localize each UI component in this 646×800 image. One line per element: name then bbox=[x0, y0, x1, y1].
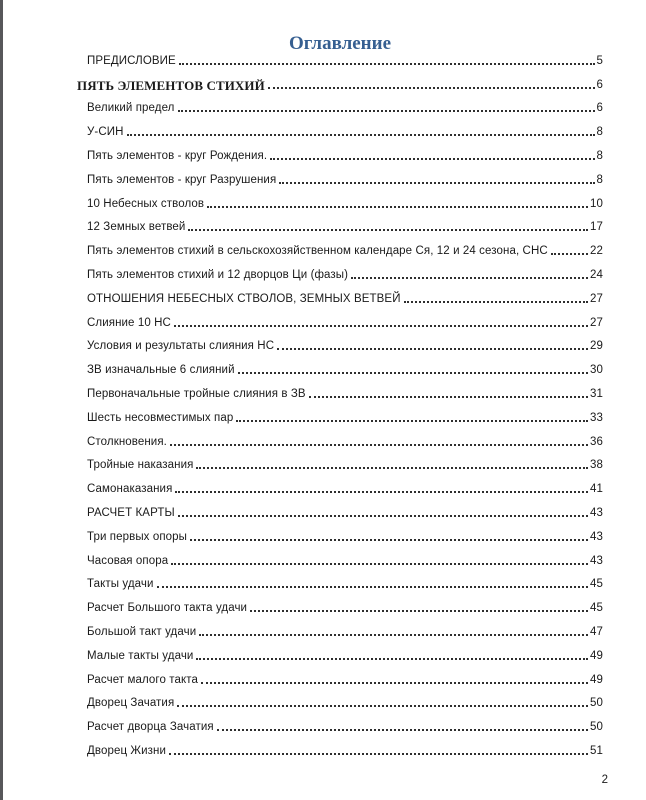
toc-entry-page-number: 5 bbox=[596, 54, 603, 67]
toc-entry-label: РАСЧЕТ КАРТЫ bbox=[87, 506, 175, 519]
toc-entry-label: Шесть несовместимых пар bbox=[87, 411, 234, 424]
toc-entry-label: Первоначальные тройные слияния в ЗВ bbox=[87, 387, 306, 400]
toc-entry-page-number: 43 bbox=[590, 506, 603, 519]
toc-entry-page-number: 51 bbox=[590, 744, 603, 757]
toc-entry-label: 10 Небесных стволов bbox=[87, 197, 205, 210]
toc-entry-label: Великий предел bbox=[87, 102, 175, 115]
toc-entry-page-number: 45 bbox=[590, 578, 603, 591]
toc-entry-label: Слияние 10 НС bbox=[87, 316, 171, 329]
toc-entry-label: Дворец Зачатия bbox=[87, 697, 175, 710]
toc-entry-label: Пять элементов стихий и 12 дворцов Ци (фазы) bbox=[87, 268, 349, 281]
toc-entry-page-number: 50 bbox=[590, 721, 603, 734]
page-number: 2 bbox=[601, 774, 608, 786]
dot-leader bbox=[190, 539, 588, 541]
toc-entry[interactable] bbox=[77, 381, 603, 405]
toc-entry[interactable] bbox=[77, 714, 603, 738]
dot-leader bbox=[188, 229, 588, 231]
dot-leader bbox=[250, 610, 588, 612]
toc-entry-page-number: 27 bbox=[590, 292, 603, 305]
dot-leader bbox=[309, 396, 588, 398]
dot-leader bbox=[169, 753, 588, 755]
dot-leader bbox=[178, 110, 595, 112]
toc-entry-page-number: 27 bbox=[590, 316, 603, 329]
toc-entry[interactable] bbox=[77, 524, 603, 548]
dot-leader bbox=[178, 515, 588, 517]
dot-leader bbox=[238, 372, 588, 374]
toc-entry-label: ПЯТЬ ЭЛЕМЕНТОВ СТИХИЙ bbox=[77, 77, 265, 93]
toc-entry[interactable] bbox=[77, 286, 603, 310]
toc-entry[interactable] bbox=[77, 476, 603, 500]
toc-entry-page-number: 8 bbox=[596, 149, 603, 162]
toc-entry-label: ПРЕДИСЛОВИЕ bbox=[87, 54, 176, 67]
toc-entry-page-number: 50 bbox=[590, 697, 603, 710]
dot-leader bbox=[236, 420, 588, 422]
toc-list bbox=[77, 48, 603, 762]
toc-entry-page-number: 47 bbox=[590, 625, 603, 638]
toc-entry-label: ЗВ изначальные 6 слияний bbox=[87, 364, 235, 377]
toc-entry[interactable] bbox=[77, 619, 603, 643]
toc-entry-page-number: 10 bbox=[590, 197, 603, 210]
dot-leader bbox=[277, 348, 588, 350]
toc-entry-label: Дворец Жизни bbox=[87, 744, 167, 757]
toc-entry-page-number: 8 bbox=[596, 173, 603, 186]
toc-entry[interactable] bbox=[77, 405, 603, 429]
toc-entry-page-number: 33 bbox=[590, 411, 603, 424]
toc-entry-label: Пять элементов - круг Разрушения bbox=[87, 173, 277, 186]
toc-entry-page-number: 36 bbox=[590, 435, 603, 448]
dot-leader bbox=[175, 491, 588, 493]
toc-entry-label: Часовая опора bbox=[87, 554, 169, 567]
dot-leader bbox=[268, 87, 595, 89]
toc-entry-page-number: 17 bbox=[590, 221, 603, 234]
dot-leader bbox=[199, 634, 588, 636]
dot-leader bbox=[170, 444, 588, 446]
dot-leader bbox=[404, 301, 588, 303]
dot-leader bbox=[270, 158, 594, 160]
toc-entry[interactable] bbox=[77, 667, 603, 691]
toc-entry-page-number: 38 bbox=[590, 459, 603, 472]
toc-entry-page-number: 6 bbox=[596, 102, 603, 115]
toc-entry-page-number: 8 bbox=[596, 126, 603, 139]
toc-entry-page-number: 49 bbox=[590, 649, 603, 662]
toc-entry[interactable] bbox=[77, 572, 603, 596]
toc-entry-page-number: 22 bbox=[590, 245, 603, 258]
toc-entry[interactable] bbox=[77, 429, 603, 453]
dot-leader bbox=[279, 182, 594, 184]
dot-leader bbox=[351, 277, 588, 279]
toc-entry[interactable] bbox=[77, 500, 603, 524]
toc-entry[interactable] bbox=[77, 310, 603, 334]
toc-entry-page-number: 45 bbox=[590, 602, 603, 615]
toc-entry-label: Расчет малого такта bbox=[87, 673, 198, 686]
toc-entry[interactable] bbox=[77, 167, 603, 191]
toc-entry-page-number: 49 bbox=[590, 673, 603, 686]
toc-entry-page-number: 43 bbox=[590, 530, 603, 543]
dot-leader bbox=[207, 206, 588, 208]
dot-leader bbox=[177, 705, 588, 707]
dot-leader bbox=[171, 563, 588, 565]
toc-entry[interactable] bbox=[77, 238, 603, 262]
toc-entry-label: Три первых опоры bbox=[87, 530, 188, 543]
toc-entry-page-number: 31 bbox=[590, 387, 603, 400]
toc-entry[interactable] bbox=[77, 143, 603, 167]
toc-entry-label: Пять элементов - круг Рождения. bbox=[87, 149, 268, 162]
toc-entry-label: Такты удачи bbox=[87, 578, 154, 591]
dot-leader bbox=[551, 253, 588, 255]
toc-entry-page-number: 24 bbox=[590, 268, 603, 281]
toc-entry-label: У-СИН bbox=[87, 126, 124, 139]
toc-entry-label: Тройные наказания bbox=[87, 459, 194, 472]
toc-entry-page-number: 41 bbox=[590, 483, 603, 496]
dot-leader bbox=[201, 682, 588, 684]
dot-leader bbox=[196, 467, 588, 469]
toc-entry-page-number: 6 bbox=[596, 78, 603, 91]
dot-leader bbox=[127, 134, 595, 136]
toc-entry[interactable] bbox=[77, 262, 603, 286]
toc-entry[interactable] bbox=[77, 119, 603, 143]
dot-leader bbox=[179, 63, 595, 65]
dot-leader bbox=[196, 658, 588, 660]
toc-entry[interactable] bbox=[77, 96, 603, 120]
toc-entry[interactable] bbox=[77, 738, 603, 762]
toc-entry[interactable] bbox=[77, 191, 603, 215]
dot-leader bbox=[174, 325, 588, 327]
toc-entry-page-number: 43 bbox=[590, 554, 603, 567]
toc-entry-label: Большой такт удачи bbox=[87, 625, 197, 638]
toc-entry-label: Малые такты удачи bbox=[87, 649, 194, 662]
toc-entry-label: 12 Земных ветвей bbox=[87, 221, 186, 234]
toc-entry-label: Расчет Большого такта удачи bbox=[87, 602, 248, 615]
toc-entry-label: Расчет дворца Зачатия bbox=[87, 721, 214, 734]
toc-entry[interactable] bbox=[77, 215, 603, 239]
toc-title: Оглавление bbox=[288, 33, 392, 54]
toc-entry-label: Самонаказания bbox=[87, 483, 173, 496]
toc-entry[interactable] bbox=[77, 595, 603, 619]
toc-entry[interactable] bbox=[77, 72, 603, 96]
toc-entry-page-number: 29 bbox=[590, 340, 603, 353]
dot-leader bbox=[157, 586, 588, 588]
toc-entry[interactable] bbox=[77, 691, 603, 715]
toc-entry-label: Пять элементов стихий в сельскохозяйственном календаре Ся, 12 и 24 сезона, СНС bbox=[87, 245, 548, 258]
toc-entry-label: Условия и результаты слияния НС bbox=[87, 340, 275, 353]
toc-entry-label: Столкновения. bbox=[87, 435, 167, 448]
toc-entry[interactable] bbox=[77, 548, 603, 572]
toc-entry[interactable] bbox=[77, 453, 603, 477]
toc-entry[interactable] bbox=[77, 334, 603, 358]
toc-entry[interactable] bbox=[77, 357, 603, 381]
toc-entry-page-number: 30 bbox=[590, 364, 603, 377]
toc-entry[interactable] bbox=[77, 643, 603, 667]
dot-leader bbox=[217, 729, 588, 731]
toc-entry-label: ОТНОШЕНИЯ НЕБЕСНЫХ СТВОЛОВ, ЗЕМНЫХ ВЕТВЕЙ bbox=[87, 292, 401, 305]
